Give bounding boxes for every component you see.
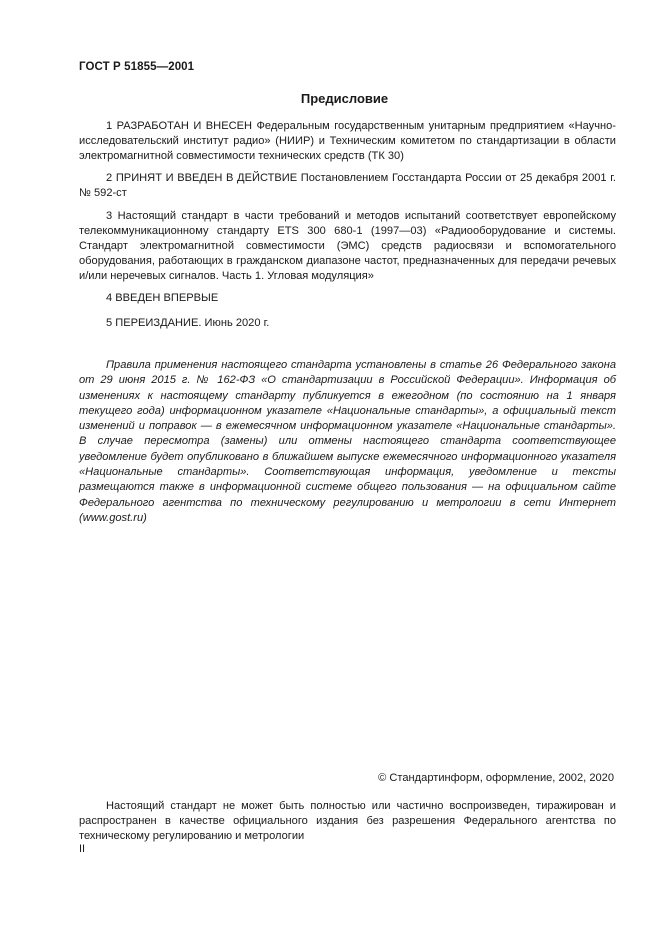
preface-item-4: 4 ВВЕДЕН ВПЕРВЫЕ bbox=[106, 292, 219, 304]
page-header-standard-code: ГОСТ Р 51855—2001 bbox=[79, 61, 195, 73]
preface-item-5: 5 ПЕРЕИЗДАНИЕ. Июнь 2020 г. bbox=[106, 317, 270, 329]
application-rules-notice: Правила применения настоящего стандарта установлены в статье 26 Федерального закона от 29 июня 2015 г. № 162-ФЗ «О стандартизации в Российской Федерации». Информация об изменениях к настоящему стандарту публикуется в ежегодном (по состоянию на 1 января текущего года) информационном указателе «Национальные стандарты», а официальный текст изменений и поправок — в ежемесячном информационном указателе «Национальные стандарты». В случае пересмотра (замены) или отмены настоящего стандарта соответствующее уведомление будет опубликовано в ближайшем выпуске ежемесячного информационного указателя «Национальные стандарты». Соответствующая информация, уведомление и тексты размещаются также в информационной системе общего пользования — на официальном сайте Федерального агентства по техническому регулированию и метрологии в сети Интернет (www.gost.ru) bbox=[79, 359, 616, 524]
preface-item-3: 3 Настоящий стандарт в части требований и методов испытаний соответствует европейскому телекоммуникационному стандарту ETS 300 680-1 (1997—03) «Радиооборудование и системы. Стандарт электромагнитной совместимости (ЭМС) средств радиосвязи и вспомогательного оборудования, работающих в гражданском диапазоне частот, предназначенных для передачи речевых и/или неречевых сигналов. Часть 1. Угловая модуляция» bbox=[79, 210, 616, 282]
page-number: II bbox=[79, 843, 86, 855]
preface-item-2: 2 ПРИНЯТ И ВВЕДЕН В ДЕЙСТВИЕ Постановлением Госстандарта России от 25 декабря 2001 г. № 592-ст bbox=[79, 172, 616, 199]
reproduction-notice: Настоящий стандарт не может быть полностью или частично воспроизведен, тиражирован и распространен в качестве официального издания без разрешения Федерального агентства по техническому регулированию и метрологии bbox=[79, 800, 616, 842]
page-title: Предисловие bbox=[300, 91, 389, 106]
copyright-line: © Стандартинформ, оформление, 2002, 2020 bbox=[378, 772, 614, 784]
preface-item-1: 1 РАЗРАБОТАН И ВНЕСЕН Федеральным государственным унитарным предприятием «Научно-исследовательский институт радио» (НИИР) и Техническим комитетом по стандартизации в области электромагнитной совместимости технических средств (ТК 30) bbox=[79, 120, 616, 162]
